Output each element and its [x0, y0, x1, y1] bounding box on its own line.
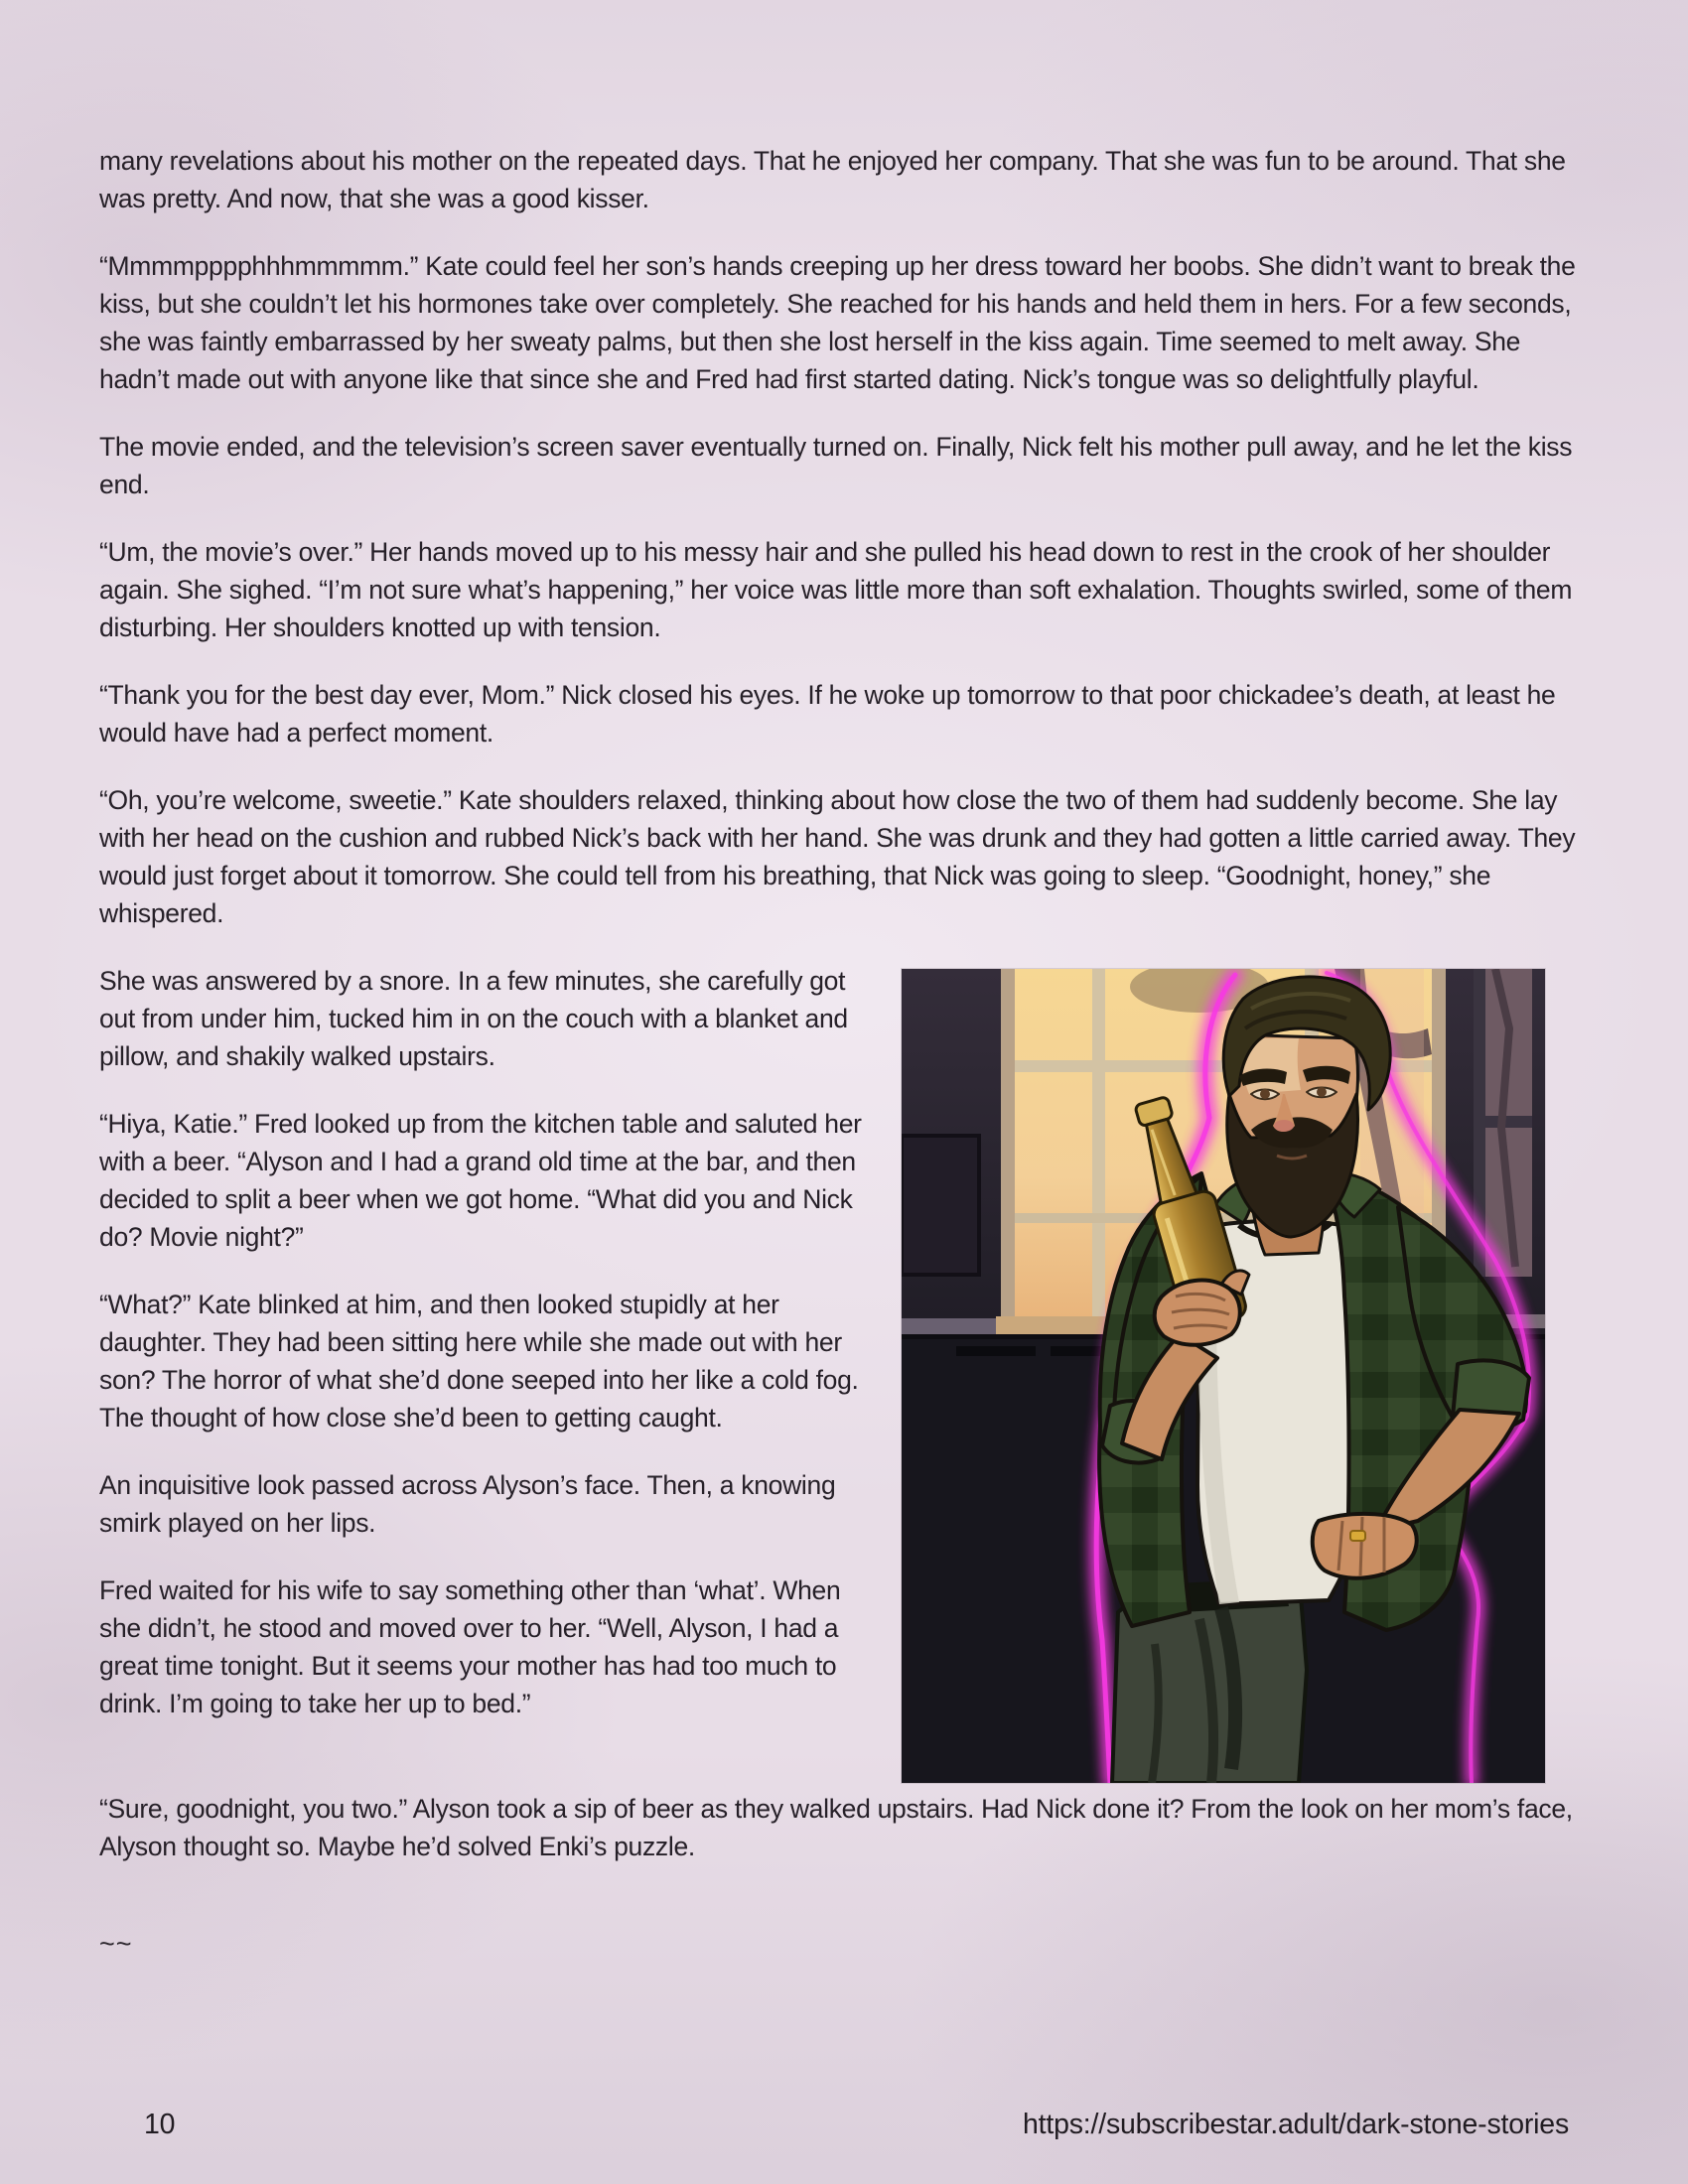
story-paragraph: “Um, the movie’s over.” Her hands moved up to his messy hair and she pulled his head down to rest in the crook of her shoulder again. She sighed. “I’m not sure what’s happening,” her voice was little more than soft exhalation. Thoughts swirled, some of them disturbing. Her shoulders knotted up with tension.	[99, 537, 1573, 642]
story-illustration	[902, 969, 1545, 1783]
subscribestar-url[interactable]: https://subscribestar.adult/dark-stone-stories	[1023, 2109, 1569, 2140]
gold-ring	[1350, 1531, 1365, 1541]
story-paragraph: “Thank you for the best day ever, Mom.” Nick closed his eyes. If he woke up tomorrow to that poor chickadee’s death, at least he would have had a perfect moment.	[99, 680, 1556, 748]
page-number: 10	[144, 2109, 176, 2140]
story-paragraph: Fred waited for his wife to say something other than ‘what’. When she didn’t, he stood and moved over to her. “Well, Alyson, I had a great time tonight. But it seems your mother has had too much to drink. I’m going to take her up to bed.”	[99, 1575, 841, 1718]
hip-hand	[1313, 1514, 1417, 1578]
story-paragraph: “Hiya, Katie.” Fred looked up from the kitchen table and saluted her with a beer. “Alyson and I had a grand old time at the bar, and then decided to split a beer when we got home. “What did you and Nick do? Movie night?”	[99, 1109, 862, 1252]
story-paragraph: An inquisitive look passed across Alyson’s face. Then, a knowing smirk played on her lips.	[99, 1470, 836, 1538]
wall-picture-frame	[902, 1136, 979, 1275]
story-paragraph: The movie ended, and the television’s screen saver eventually turned on. Finally, Nick felt his mother pull away, and he let the kiss end.	[99, 432, 1573, 499]
story-paragraph: “Sure, goodnight, you two.” Alyson took a sip of beer as they walked upstairs. Had Nick done it? From the look on her mom’s face, Alyson thought so. Maybe he’d solved Enki’s puzzle.	[99, 1794, 1573, 1861]
section-end-mark: ~~	[99, 1929, 133, 1959]
story-paragraph: “Oh, you’re welcome, sweetie.” Kate shoulders relaxed, thinking about how close the two of them had suddenly become. She lay with her head on the cushion and rubbed Nick’s back with her hand. She was drunk and they had gotten a little carried away. They would just forget about it tomorrow. She could tell from his breathing, that Nick was going to sleep. “Goodnight, honey,” she whispered.	[99, 785, 1576, 928]
illustration-canvas	[902, 969, 1545, 1783]
story-paragraph: She was answered by a snore. In a few minutes, she carefully got out from under him, tucked him in on the couch with a blanket and pillow, and shakily walked upstairs.	[99, 966, 848, 1071]
story-paragraph: many revelations about his mother on the repeated days. That he enjoyed her company. That she was fun to be around. That she was pretty. And now, that she was a good kisser.	[99, 146, 1566, 213]
story-paragraph: “What?” Kate blinked at him, and then looked stupidly at her daughter. They had been sitting here while she made out with her son? The horror of what she’d done seeped into her like a cold fog. The thought of how close she’d been to getting caught.	[99, 1290, 859, 1433]
story-paragraph: “Mmmmpppphhhmmmmm.” Kate could feel her son’s hands creeping up her dress toward her boobs. She didn’t want to break the kiss, but she couldn’t let his hormones take over completely. She reached for his hands and held them in hers. For a few seconds, she was faintly embarrassed by her sweaty palms, but then she lost herself in the kiss again. Time seemed to melt away. She hadn’t made out with anyone like that since she and Fred had first started dating. Nick’s tongue was so delightfully playful.	[99, 251, 1576, 394]
page-footer	[144, 2109, 1569, 2141]
text-column-beside-illustration	[99, 962, 874, 1790]
